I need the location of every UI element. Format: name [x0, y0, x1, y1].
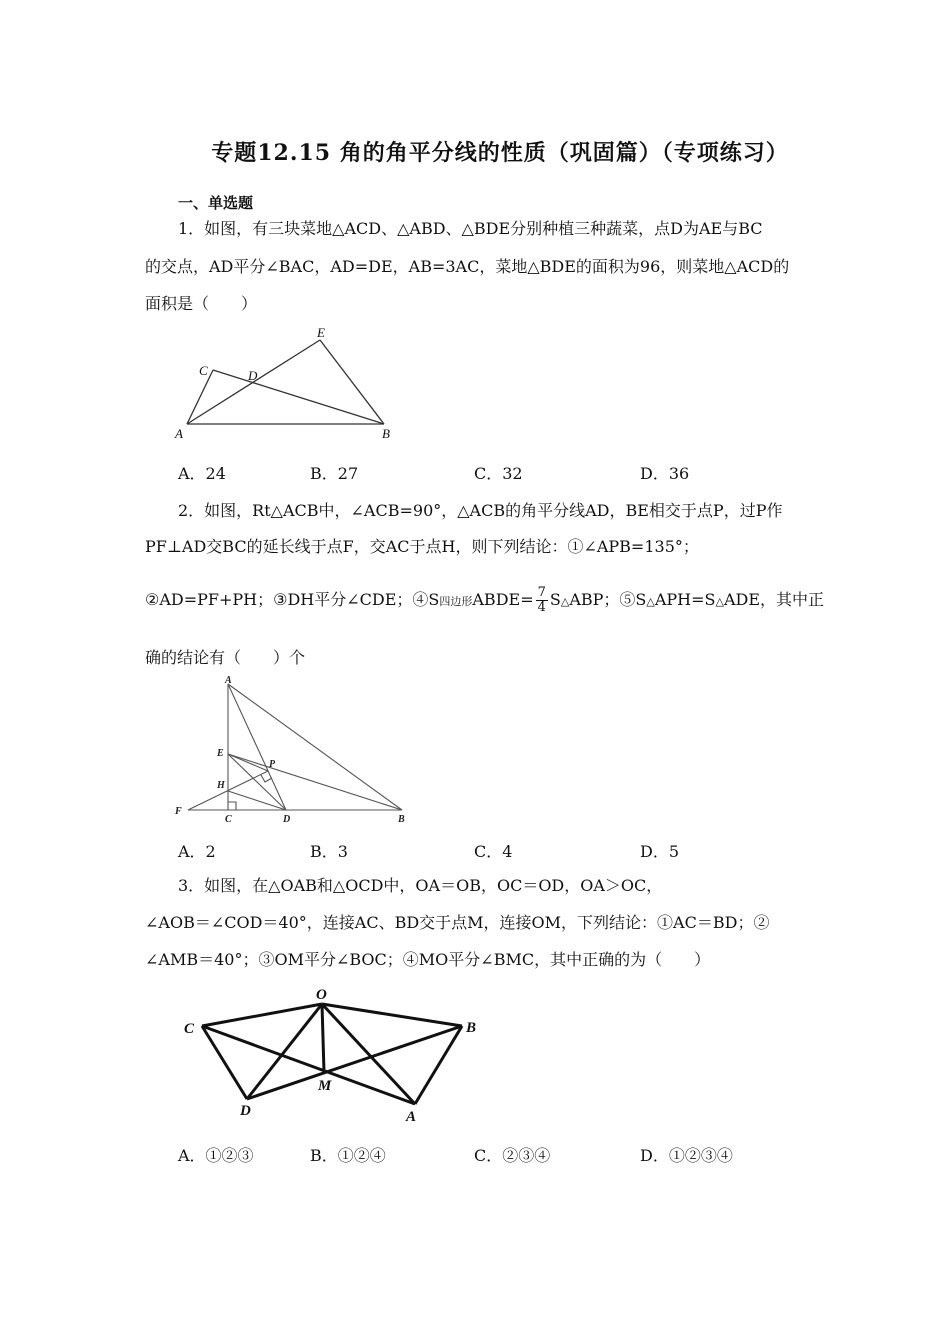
q3-label-d: D: [240, 1103, 251, 1119]
q3-figure: [170, 982, 490, 1127]
q2-fraction: $\frac{7}{4}$: [537, 585, 546, 615]
q2-seg-hd: [228, 791, 286, 810]
q3-seg-ca: [202, 1026, 415, 1104]
q1-text-line2: 的交点，AD平分∠BAC，AD=DE，AB=3AC，菜地△BDE的面积为96，则菜地△ACD的: [145, 257, 790, 276]
q3-text-line3: ∠AMB＝40°；③OM平分∠BOC；④MO平分∠BMC，其中正确的为（ ）: [145, 950, 711, 969]
q3-seg-ba: [415, 1026, 462, 1104]
q2-figure: [170, 674, 415, 826]
q3-seg-oc: [202, 1004, 322, 1026]
q2-label-p: P: [269, 759, 276, 770]
q1-text-line1: 1．如图，有三块菜地△ACD、△ABD、△BDE分别种植三种蔬菜，点D为AE与BC: [178, 219, 763, 238]
q1-label-b: B: [382, 426, 390, 441]
q2-option-c[interactable]: C．4: [474, 842, 513, 861]
q1-option-a[interactable]: A．24: [178, 464, 226, 483]
q1-option-b[interactable]: B．27: [310, 464, 359, 483]
q2-seg-ab: [228, 684, 402, 810]
q1-label-c: C: [199, 363, 208, 378]
q3-option-c[interactable]: C．②③④: [474, 1146, 551, 1165]
q3-option-a[interactable]: A．①②③: [178, 1146, 254, 1165]
q3-seg-om: [322, 1004, 324, 1072]
q2-label-a: A: [225, 675, 232, 686]
q2-option-b[interactable]: B．3: [310, 842, 348, 861]
q3-seg-cd: [202, 1026, 247, 1099]
q3-label-b: B: [466, 1020, 477, 1036]
q2-text-line3: ②AD=PF+PH；③DH平分∠CDE；④S四边形ABDE= $\frac{7}{4}$ S△ABP；⑤S△APH=S△ADE，其中正: [145, 585, 825, 615]
q3-text-line2: ∠AOB＝∠COD＝40°，连接AC、BD交于点M，连接OM，下列结论：①AC＝BD；②: [145, 913, 770, 932]
q2-label-f: F: [175, 806, 182, 817]
q2-right-angle-c: [228, 802, 236, 810]
q1-option-c[interactable]: C．32: [474, 464, 523, 483]
q1-text-line3: 面积是（ ）: [145, 294, 258, 313]
q2-option-a[interactable]: A．2: [178, 842, 216, 861]
q2-label-e: E: [217, 748, 224, 759]
q2-seg-ed: [228, 754, 286, 810]
q3-seg-oa: [322, 1004, 415, 1104]
q2-label-h: H: [217, 780, 225, 791]
q3-seg-ob: [322, 1004, 462, 1026]
q2-text-line4: 确的结论有（ ）个: [145, 648, 306, 667]
q1-label-e: E: [317, 325, 325, 340]
q3-label-m: M: [318, 1078, 332, 1094]
q2-seg-ad: [228, 684, 286, 810]
page-title: 专题12.15 角的角平分线的性质（巩固篇）（专项练习）: [211, 140, 789, 166]
q2-option-d[interactable]: D．5: [640, 842, 680, 861]
q3-option-d[interactable]: D．①②③④: [640, 1146, 733, 1165]
q2-seg-eb: [228, 754, 402, 810]
q2-label-b: B: [398, 814, 405, 825]
q1-figure: [170, 322, 400, 447]
q3-label-c: C: [184, 1021, 195, 1037]
q1-label-d: D: [248, 368, 258, 383]
q1-seg-eb: [320, 340, 384, 424]
q3-text-line1: 3．如图，在△OAB和△OCD中，OA＝OB，OC＝OD，OA＞OC，: [178, 876, 663, 895]
q2-text-line1: 2．如图，Rt△ACB中，∠ACB=90°，△ACB的角平分线AD，BE相交于点P，过P作: [178, 501, 783, 520]
section-heading: 一、单选题: [178, 194, 254, 212]
q2-label-c: C: [225, 814, 232, 825]
q3-label-a: A: [406, 1109, 417, 1125]
q3-option-b[interactable]: B．①②④: [310, 1146, 386, 1165]
q1-option-d[interactable]: D．36: [640, 464, 690, 483]
q2-label-d: D: [283, 814, 291, 825]
q2-text-line2: PF⊥AD交BC的延长线于点F，交AC于点H，则下列结论：①∠APB=135°；: [145, 537, 699, 556]
q3-label-o: O: [316, 987, 327, 1003]
q1-label-a: A: [175, 426, 183, 441]
q1-seg-cb: [213, 370, 384, 424]
